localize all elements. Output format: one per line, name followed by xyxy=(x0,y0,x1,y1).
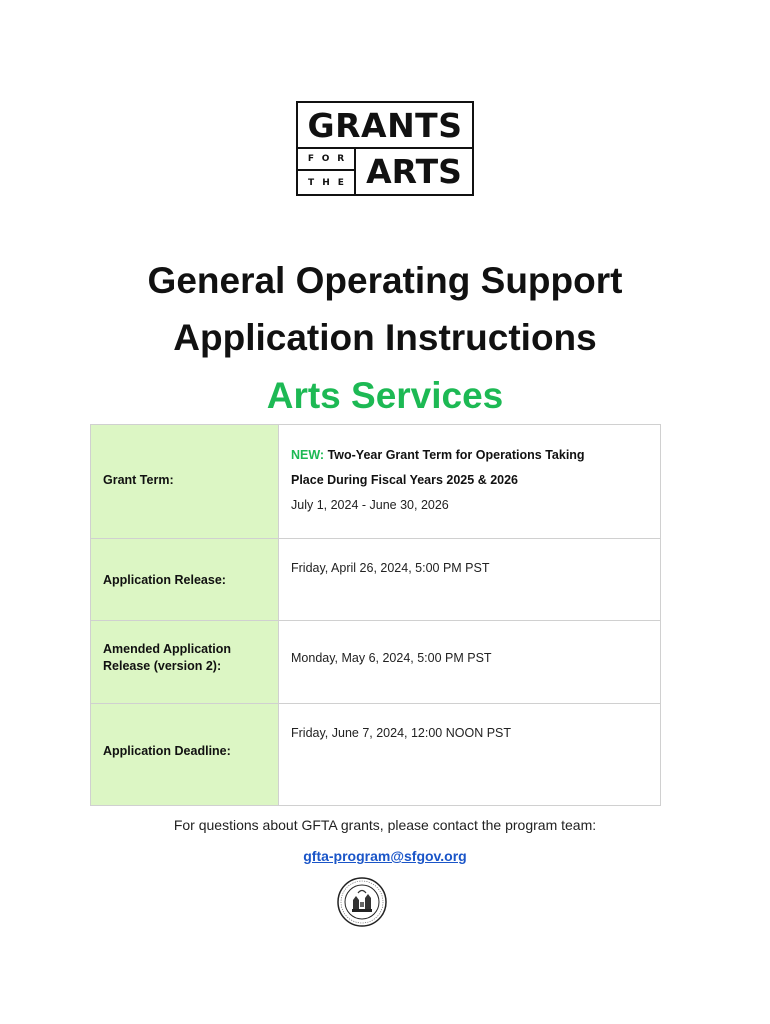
logo-letter: H xyxy=(322,178,330,188)
logo-letter: T xyxy=(308,178,315,188)
application-deadline-value: Friday, June 7, 2024, 12:00 NOON PST xyxy=(291,726,512,740)
logo-row-for xyxy=(298,149,354,171)
application-release-label: Application Release: xyxy=(103,573,226,587)
table-value-cell xyxy=(279,704,660,805)
amended-release-value: Monday, May 6, 2024, 5:00 PM PST xyxy=(291,651,492,665)
table-label-cell xyxy=(91,539,279,620)
table-row-grant-term xyxy=(91,425,660,539)
logo-letter: F xyxy=(307,154,315,164)
table-label-cell xyxy=(91,621,279,703)
logo-word-arts: ARTS xyxy=(366,152,462,191)
amended-release-label-line-2: Release (version 2): xyxy=(103,659,222,673)
grant-term-description-line-2: Place During Fiscal Years 2025 & 2026 xyxy=(291,473,518,487)
table-value-cell xyxy=(279,621,660,703)
application-deadline-label: Application Deadline: xyxy=(103,744,231,758)
contact-email-link[interactable]: gfta-program@sfgov.org xyxy=(303,848,467,864)
logo-word-grants: GRANTS xyxy=(298,103,472,149)
table-row-application-deadline xyxy=(91,704,660,805)
logo-letter: O xyxy=(321,154,330,164)
grant-schedule-table xyxy=(90,424,661,806)
grant-term-dates: July 1, 2024 - June 30, 2026 xyxy=(291,498,449,512)
grant-term-label: Grant Term: xyxy=(103,473,174,487)
table-row-amended-release xyxy=(91,621,660,704)
grant-term-description-text: Two-Year Grant Term for Operations Taking xyxy=(324,448,585,462)
logo-for-the-block xyxy=(298,149,356,194)
logo-letter: R xyxy=(337,154,345,164)
contact-instructions: For questions about GFTA grants, please contact the program team: xyxy=(173,817,597,833)
new-tag: NEW: xyxy=(291,448,325,462)
contact-email-container xyxy=(0,848,770,864)
table-value-cell xyxy=(279,539,660,620)
table-row-application-release xyxy=(91,539,660,621)
grants-for-the-arts-logo xyxy=(296,101,474,196)
table-label-cell xyxy=(91,425,279,538)
page-subtitle: Arts Services xyxy=(266,375,504,416)
logo-letter: E xyxy=(337,178,344,188)
page-title-line-2: Application Instructions xyxy=(173,317,597,358)
table-value-cell xyxy=(279,425,660,538)
grant-term-description-line-1 xyxy=(291,447,585,464)
table-label-cell xyxy=(91,704,279,805)
application-release-value: Friday, April 26, 2024, 5:00 PM PST xyxy=(291,561,490,575)
logo-row-the xyxy=(298,172,354,194)
page-title-line-1: General Operating Support xyxy=(147,260,623,301)
city-seal-icon xyxy=(336,876,388,928)
amended-release-label-line-1: Amended Application xyxy=(103,642,232,656)
